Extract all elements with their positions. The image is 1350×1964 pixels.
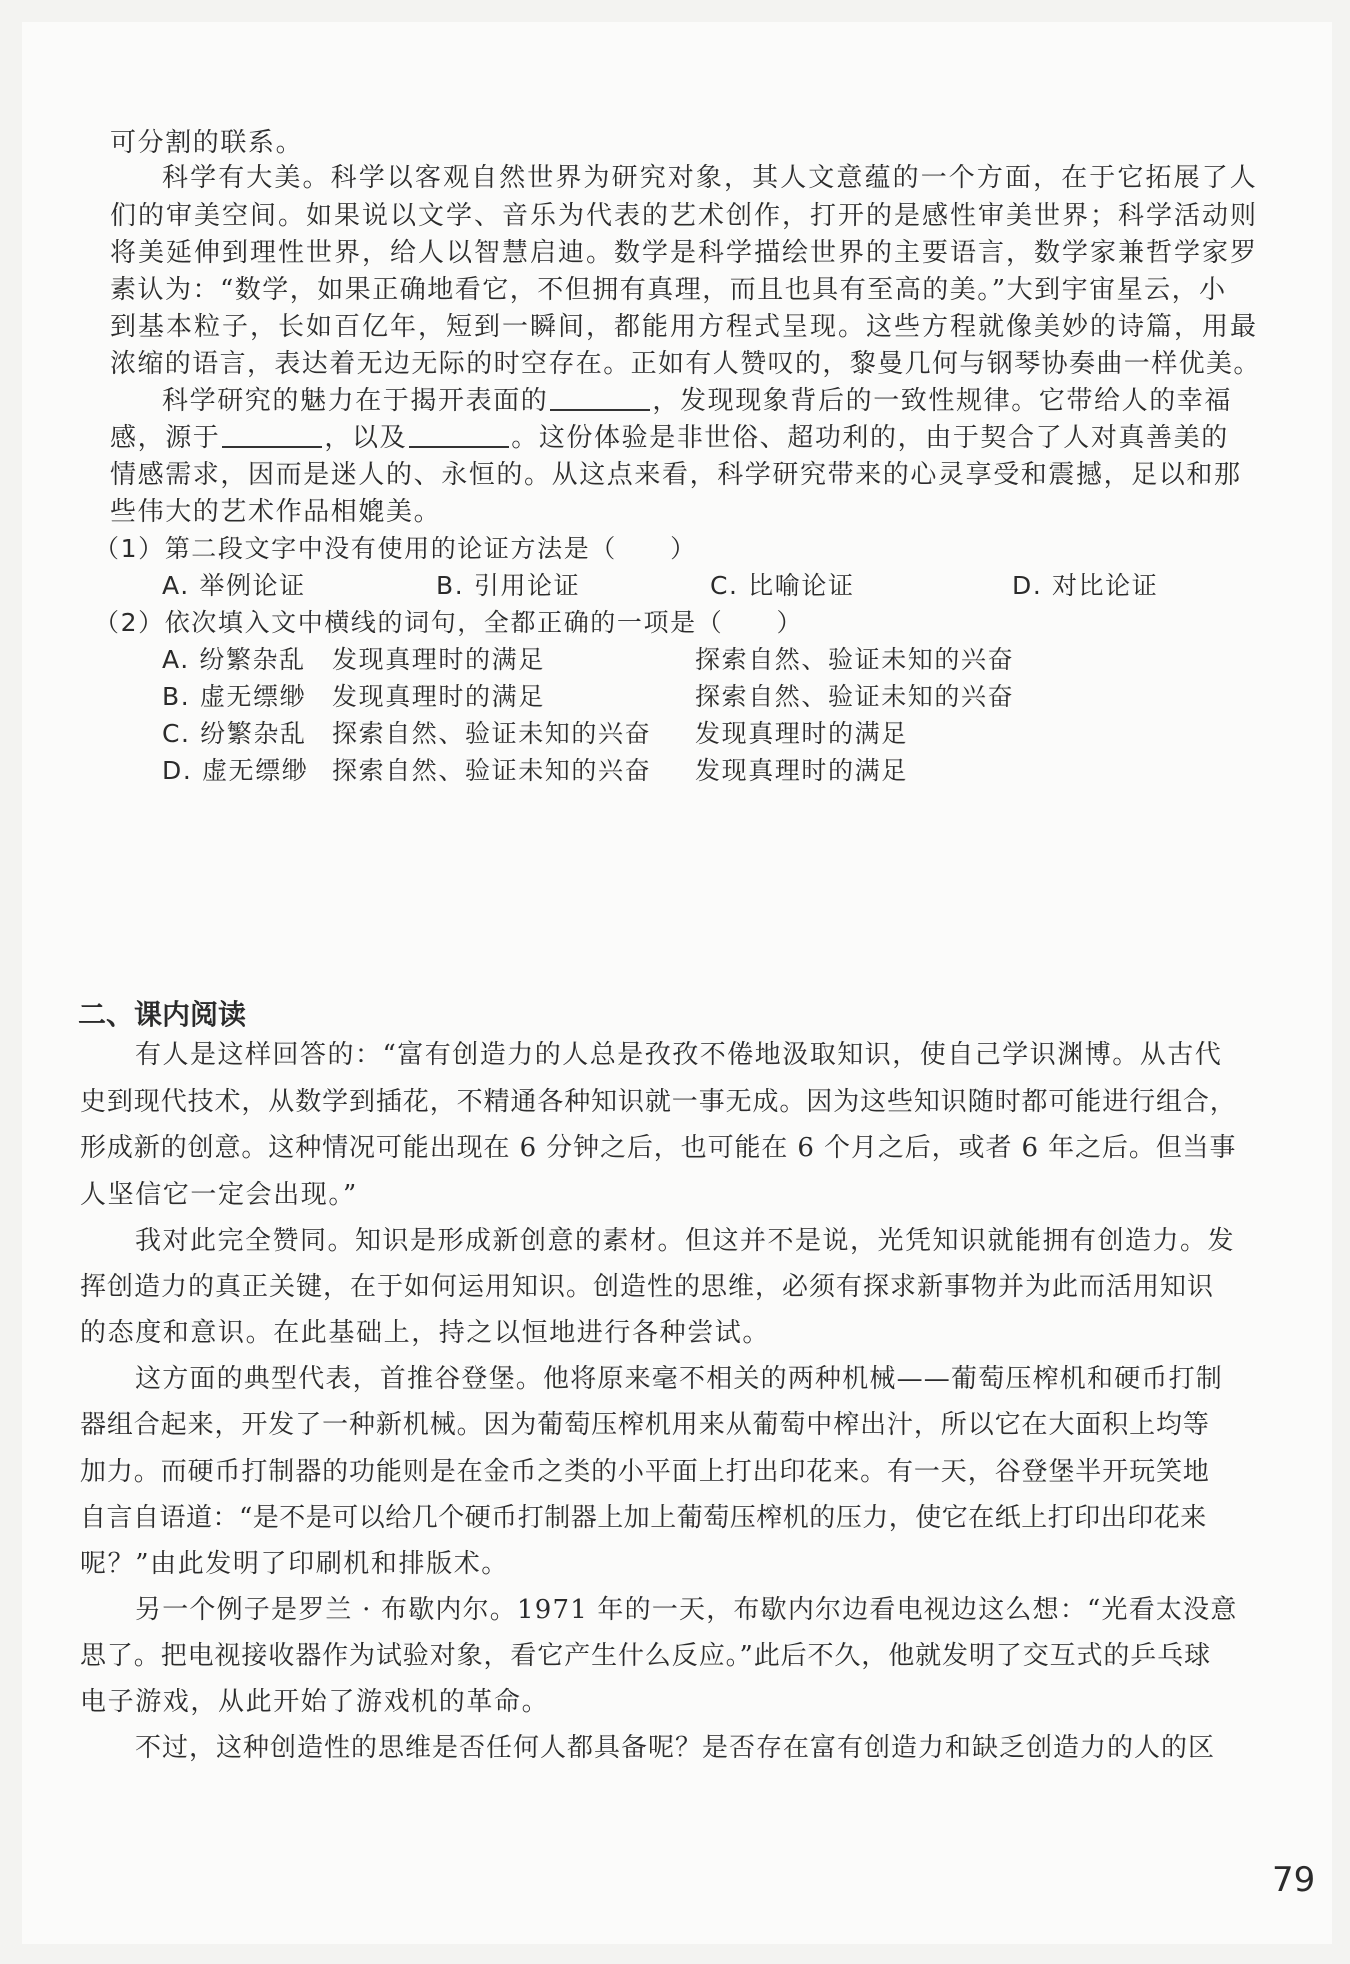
section-heading: 二、课内阅读 — [78, 998, 247, 1031]
text-line: 科学研究的魅力在于揭开表面的 ，发现现象背后的一致性规律。它带给人的幸福 — [162, 386, 1233, 416]
text-line: 科学有大美。科学以客观自然世界为研究对象，其人文意蕴的一个方面，在于它拓展了人 — [162, 163, 1258, 193]
text-line: 到基本粒子，长如百亿年，短到一瞬间，都能用方程式呈现。这些方程就像美妙的诗篇，用最 — [110, 312, 1259, 342]
question-1-option-d: D. 对比论证 — [1012, 571, 1159, 600]
question-2-option-a-3: 探索自然、验证未知的兴奋 — [695, 645, 1015, 674]
question-1-option-c: C. 比喻论证 — [710, 571, 855, 600]
text-line: 思了。把电视接收器作为试验对象，看它产生什么反应。”此后不久，他就发明了交互式的乒乓球 — [80, 1641, 1211, 1671]
text-line: 加力。而硬币打制器的功能则是在金币之类的小平面上打出印花来。有一天，谷登堡半开玩笑地 — [80, 1457, 1210, 1487]
text-line: 们的审美空间。如果说以文学、音乐为代表的艺术创作，打开的是感性审美世界；科学活动则 — [110, 201, 1259, 231]
text-line: 我对此完全赞同。知识是形成新创意的素材。但这并不是说，光凭知识就能拥有创造力。发 — [135, 1226, 1236, 1256]
question-2-option-d-1: D. 虚无缥缈 — [162, 756, 309, 785]
fill-blank-1 — [550, 385, 650, 411]
question-2-stem: （2）依次填入文中横线的词句，全都正确的一项是（ ） — [94, 608, 804, 637]
text-line: 将美延伸到理性世界，给人以智慧启迪。数学是科学描绘世界的主要语言，数学家兼哲学家罗 — [110, 238, 1259, 268]
fill-blank-3 — [409, 422, 509, 448]
question-2-option-a-1: A. 纷繁杂乱 — [162, 645, 306, 674]
text-line: 素认为：“数学，如果正确地看它，不但拥有真理，而且也具有至高的美。”大到宇宙星云，小 — [110, 275, 1227, 305]
question-2-option-c-1: C. 纷繁杂乱 — [162, 719, 307, 748]
question-2-option-c-3: 发现真理时的满足 — [695, 719, 908, 748]
text-line: 挥创造力的真正关键，在于如何运用知识。创造性的思维，必须有探求新事物并为此而活用知识 — [80, 1272, 1215, 1302]
question-2-option-b-2: 发现真理时的满足 — [332, 682, 545, 711]
text-line: 些伟大的艺术作品相媲美。 — [110, 497, 442, 527]
text-line: 电子游戏，从此开始了游戏机的革命。 — [80, 1687, 550, 1717]
text-line: 有人是这样回答的：“富有创造力的人总是孜孜不倦地汲取知识，使自己学识渊博。从古代 — [135, 1040, 1223, 1070]
question-1-option-a: A. 举例论证 — [162, 571, 306, 600]
text-line: 形成新的创意。这种情况可能出现在 6 分钟之后，也可能在 6 个月之后，或者 6 年之后。但当事 — [80, 1133, 1237, 1163]
question-2-option-d-3: 发现真理时的满足 — [695, 756, 908, 785]
fill-blank-2 — [222, 422, 322, 448]
question-1-stem: （1）第二段文字中没有使用的论证方法是（ ） — [94, 534, 697, 563]
text-line: 人坚信它一定会出现。” — [80, 1180, 358, 1210]
question-2-option-b-1: B. 虚无缥缈 — [162, 682, 307, 711]
text-line: 自言自语道：“是不是可以给几个硬币打制器上加上葡萄压榨机的压力，使它在纸上打印出印花来 — [80, 1503, 1207, 1533]
text-line: 的态度和意识。在此基础上，持之以恒地进行各种尝试。 — [80, 1318, 771, 1348]
question-2-option-a-2: 发现真理时的满足 — [332, 645, 545, 674]
question-1-option-b: B. 引用论证 — [436, 571, 581, 600]
question-2-option-d-2: 探索自然、验证未知的兴奋 — [332, 756, 652, 785]
text-line: 器组合起来，开发了一种新机械。因为葡萄压榨机用来从葡萄中榨出汁，所以它在大面积上均等 — [80, 1410, 1210, 1440]
text-line: 呢？”由此发明了印刷机和排版术。 — [80, 1549, 509, 1579]
text-line: 可分割的联系。 — [110, 128, 304, 158]
text-line: 感，源于 ，以及 。这份体验是非世俗、超功利的，由于契合了人对真善美的 — [110, 423, 1229, 453]
text-line: 这方面的典型代表，首推谷登堡。他将原来毫不相关的两种机械——葡萄压榨机和硬币打制 — [135, 1364, 1224, 1394]
text-line: 史到现代技术，从数学到插花，不精通各种知识就一事无成。因为这些知识随时都可能进行组合， — [80, 1087, 1237, 1117]
text-line: 另一个例子是罗兰 · 布歇内尔。1971 年的一天，布歇内尔边看电视边这么想：“光看太没意 — [135, 1595, 1238, 1625]
text-line: 情感需求，因而是迷人的、永恒的。从这点来看，科学研究带来的心灵享受和震撼，足以和那 — [110, 460, 1242, 490]
question-2-option-b-3: 探索自然、验证未知的兴奋 — [695, 682, 1015, 711]
text-line: 浓缩的语言，表达着无边无际的时空存在。正如有人赞叹的，黎曼几何与钢琴协奏曲一样优美。 — [110, 349, 1261, 379]
text-line: 不过，这种创造性的思维是否任何人都具备呢？是否存在富有创造力和缺乏创造力的人的区 — [135, 1733, 1216, 1763]
page-number: 79 — [1272, 1860, 1316, 1900]
question-2-option-c-2: 探索自然、验证未知的兴奋 — [332, 719, 652, 748]
